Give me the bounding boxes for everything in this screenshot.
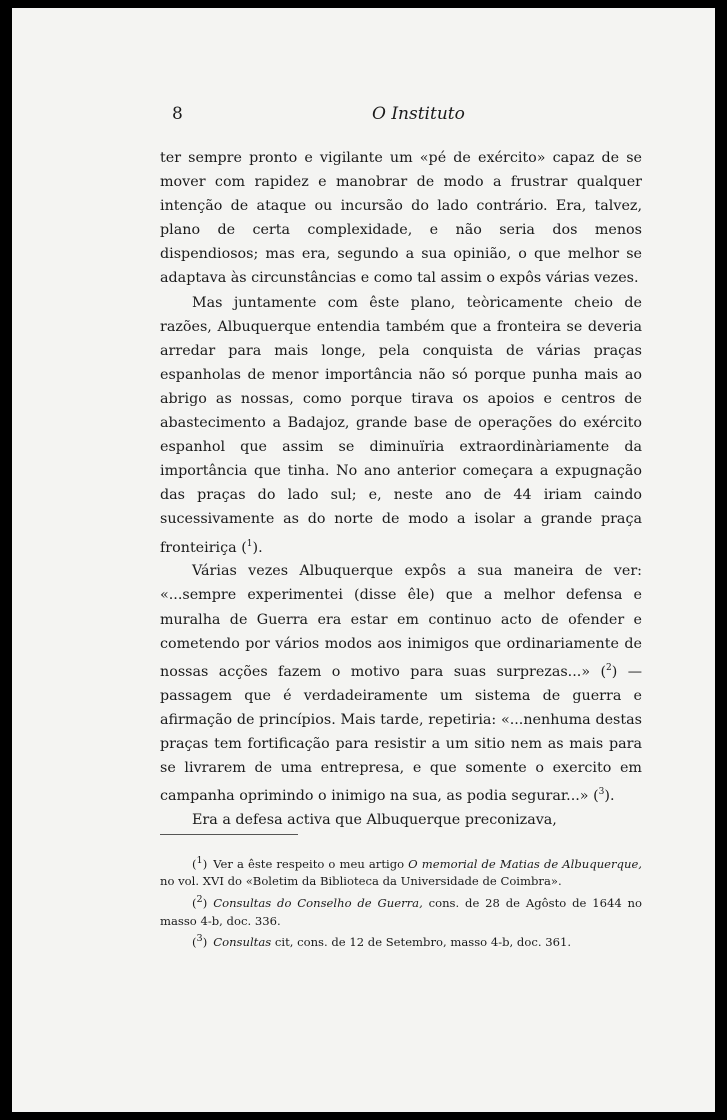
journal-title: O Instituto [372, 104, 465, 124]
footnote-text: Ver a êste respeito o meu artigo [213, 856, 409, 871]
footnote-1: ($^1$) Ver a êste respeito o meu artigo O memorial de Matias de Albuquerque, no vol. XVI do «Boletim da Biblioteca da Universidade de Coimbra». [160, 855, 642, 889]
footnote-text: cons. de 28 de Agôsto de 1644 no masso 4-b, doc. 336. [160, 895, 642, 928]
footnote-italic: Consultas do Conselho de Guerra, [213, 895, 423, 910]
footnote-italic: Consultas [213, 934, 272, 949]
paragraph-text: ter sempre pronto e vigilante um «pé de exército» capaz de se mover com rapidez e manobrar de modo a frustrar qualquer intenção de ataque ou incursão do lado contrário. Era, talvez, plano de certa complexidade, e não seria dos menos dispendiosos; mas era, segundo a sua opinião, o que melhor se adaptava às circunstâncias e como tal assim o expôs várias vezes. [160, 150, 642, 287]
paragraph-2 [160, 291, 642, 560]
footnote-divider [160, 834, 298, 835]
page-number: 8 [172, 104, 183, 124]
footnote-text: no vol. XVI do «Boletim da Biblioteca da Universidade de Coimbra». [160, 874, 562, 889]
paragraph-text: ). [604, 787, 615, 804]
footnote-italic: O memorial de Matias de Albuquerque, [408, 856, 642, 871]
paragraph-text: ) — passagem que é verdadeiramente um sistema de guerra e afirmação de princípios. Mais tarde, repetiria: «...nenhuma destas praças tem fortificação para resistir a um sitio nem as mais para se livrarem de uma entrepresa, e que somente o exercito em campanha oprimindo o inimigo na sua, as podia segurar...» ( [160, 663, 643, 804]
footnote-ref: 1 [246, 538, 253, 549]
footnote-mark: 1 [196, 855, 203, 866]
footnote-mark: 3 [196, 933, 203, 945]
footnote-3: ($^3$) Consultas cit, cons. de 12 de Setembro, masso 4-b, doc. 361. [192, 933, 572, 949]
paragraph-4 [160, 808, 642, 832]
paragraph-text: Era a defesa activa que Albuquerque preconizava, [192, 811, 557, 828]
footnote-ref: 3 [598, 786, 605, 797]
footnote-text: cit, cons. de 12 de Setembro, masso 4-b, doc. 361. [271, 934, 572, 949]
footnote-ref: 2 [606, 662, 612, 673]
running-head [172, 104, 654, 128]
body-text [160, 146, 642, 832]
paragraph-text: Várias vezes Albuquerque expôs a sua maneira de ver: «...sempre experimentei (disse êle) que a melhor defensa e muralha de Guerra era estar em continuo acto de ofender e cometendo por vários modos aos inimigos que ordinariamente de nossas acções fazem o motivo para suas surprezas...» ( [160, 563, 642, 680]
footnote-2: ($^2$) Consultas do Conselho de Guerra, cons. de 28 de Agôsto de 1644 no masso 4-b, doc. 336. [160, 894, 642, 928]
paragraph-1 [160, 146, 642, 291]
footnote-mark: 2 [196, 894, 203, 906]
paragraph-text: Mas juntamente com êste plano, teòricamente cheio de razões, Albuquerque entendia também que a fronteira se deveria arredar para mais longe, pela conquista de várias praças espanholas de menor importância não só porque punha mais ao abrigo as nossas, como porque tirava os apoios e centros de abastecimento a Badajoz, grande base de operações do exército espanhol que assim se diminuïria extraordinàriamente da importância que tinha. No ano anterior começara a expugnação das praças do lado sul; e, neste ano de 44 iriam caindo sucessivamente as do norte de modo a isolar a grande praça fronteiriça ( [160, 294, 642, 556]
paragraph-text: ). [252, 539, 263, 556]
paragraph-3 [160, 559, 642, 807]
footnotes [160, 852, 642, 952]
